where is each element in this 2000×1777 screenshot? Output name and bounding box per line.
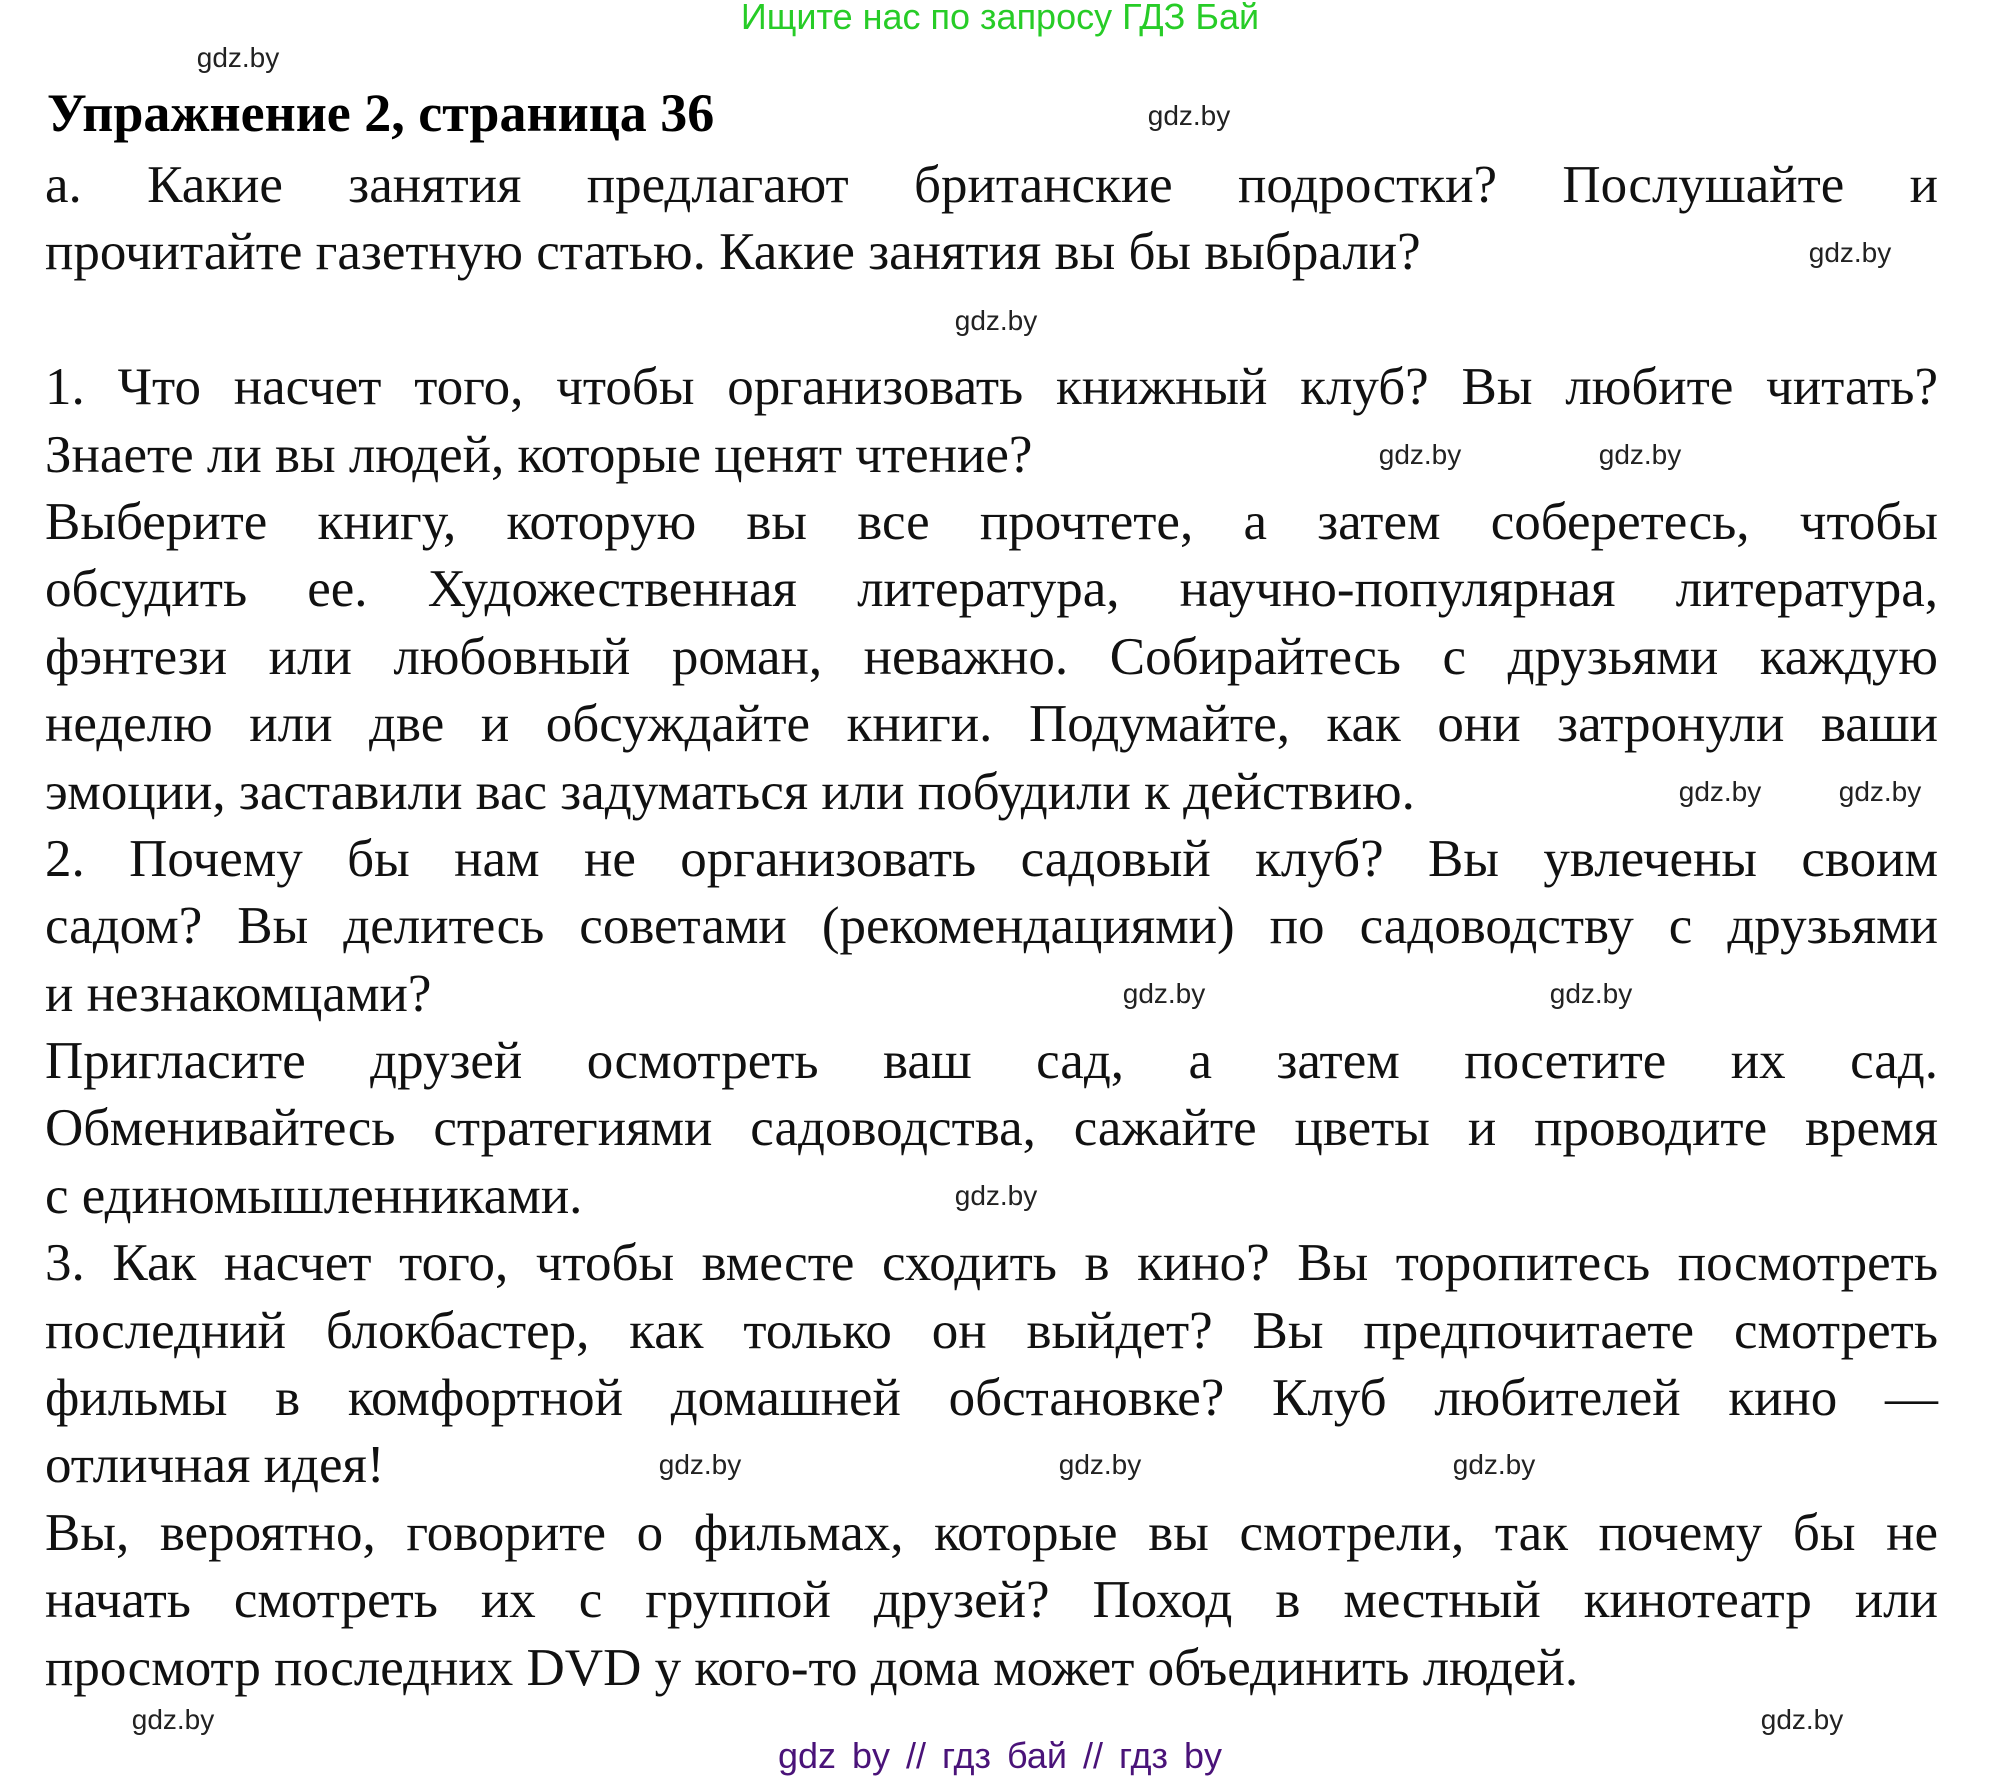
text-line: фильмы в комфортной домашней обстановке? Клуб любителей кино — [45, 1369, 1938, 1428]
exercise-text [45, 152, 1938, 1702]
watermark: gdz.by [1678, 776, 1762, 807]
text-line: Выберите книгу, которую вы все прочтете, а затем соберетесь, чтобы [45, 492, 1938, 551]
watermark: gdz.by [954, 305, 1038, 336]
task-paragraph [45, 152, 1938, 287]
text-line: обсудить ее. Художественная литература, научно-популярная литература, [45, 560, 1938, 619]
text-line: садом? Вы делитесь советами (рекомендациями) по садоводству с друзьями [45, 897, 1938, 956]
text-line: прочитайте газетную статью. Какие занятия вы бы выбрали? [45, 223, 1421, 282]
watermark: gdz.by [196, 42, 280, 73]
text-line: неделю или две и обсуждайте книги. Подумайте, как они затронули ваши [45, 695, 1938, 754]
watermark: gdz.by [1598, 439, 1682, 470]
watermark: gdz.by [1378, 439, 1462, 470]
paragraph-3-body [45, 1500, 1938, 1702]
watermark: gdz.by [954, 1180, 1038, 1211]
watermark: gdz.by [131, 1704, 215, 1735]
text-line: эмоции, заставили вас задуматься или побудили к действию. [45, 762, 1415, 821]
watermark: gdz.by [1549, 978, 1633, 1009]
text-line: Вы, вероятно, говорите о фильмах, которые вы смотрели, так почему бы не [45, 1503, 1938, 1562]
text-line: Знаете ли вы людей, которые ценят чтение? [45, 425, 1033, 484]
text-line: последний блокбастер, как только он выйдет? Вы предпочитаете смотреть [45, 1301, 1938, 1360]
watermark: gdz.by [1058, 1449, 1142, 1480]
text-line: просмотр последних DVD у кого-то дома может объединить людей. [45, 1638, 1579, 1697]
text-line: и незнакомцами? [45, 964, 432, 1023]
search-banner: Ищите нас по запросу ГДЗ Бай [740, 0, 1260, 37]
text-line: начать смотреть их с группой друзей? Поход в местный кинотеатр или [45, 1571, 1938, 1630]
text-line: Обменивайтесь стратегиями садоводства, сажайте цветы и проводите время [45, 1099, 1938, 1158]
text-line: фэнтези или любовный роман, неважно. Собирайтесь с друзьями каждую [45, 627, 1938, 686]
watermark: gdz.by [658, 1449, 742, 1480]
text-line: 2. Почему бы нам не организовать садовый клуб? Вы увлечены своим [45, 829, 1938, 888]
paragraph-3-question [45, 1230, 1938, 1500]
text-line: а. Какие занятия предлагают британские подростки? Послушайте и [45, 156, 1938, 214]
text-line: с единомышленниками. [45, 1166, 583, 1225]
page-title: Упражнение 2, страница 36 [47, 83, 715, 143]
text-line: Пригласите друзей осмотреть ваш сад, а затем посетите их сад. [45, 1032, 1938, 1091]
watermark: gdz.by [1838, 776, 1922, 807]
text-line: отличная идея! [45, 1436, 385, 1495]
text-line: 3. Как насчет того, чтобы вместе сходить в кино? Вы торопитесь посмотреть [45, 1234, 1938, 1293]
paragraph-2-question [45, 826, 1938, 1028]
watermark: gdz.by [1760, 1704, 1844, 1735]
watermark: gdz.by [1452, 1449, 1536, 1480]
watermark: gdz.by [1147, 100, 1231, 131]
paragraph-1-body [45, 489, 1938, 826]
footer-links: gdz by // гдз бай // гдз by [777, 1735, 1223, 1776]
text-line: 1. Что насчет того, чтобы организовать книжный клуб? Вы любите читать? [45, 358, 1938, 417]
watermark: gdz.by [1808, 237, 1892, 268]
watermark: gdz.by [1122, 978, 1206, 1009]
